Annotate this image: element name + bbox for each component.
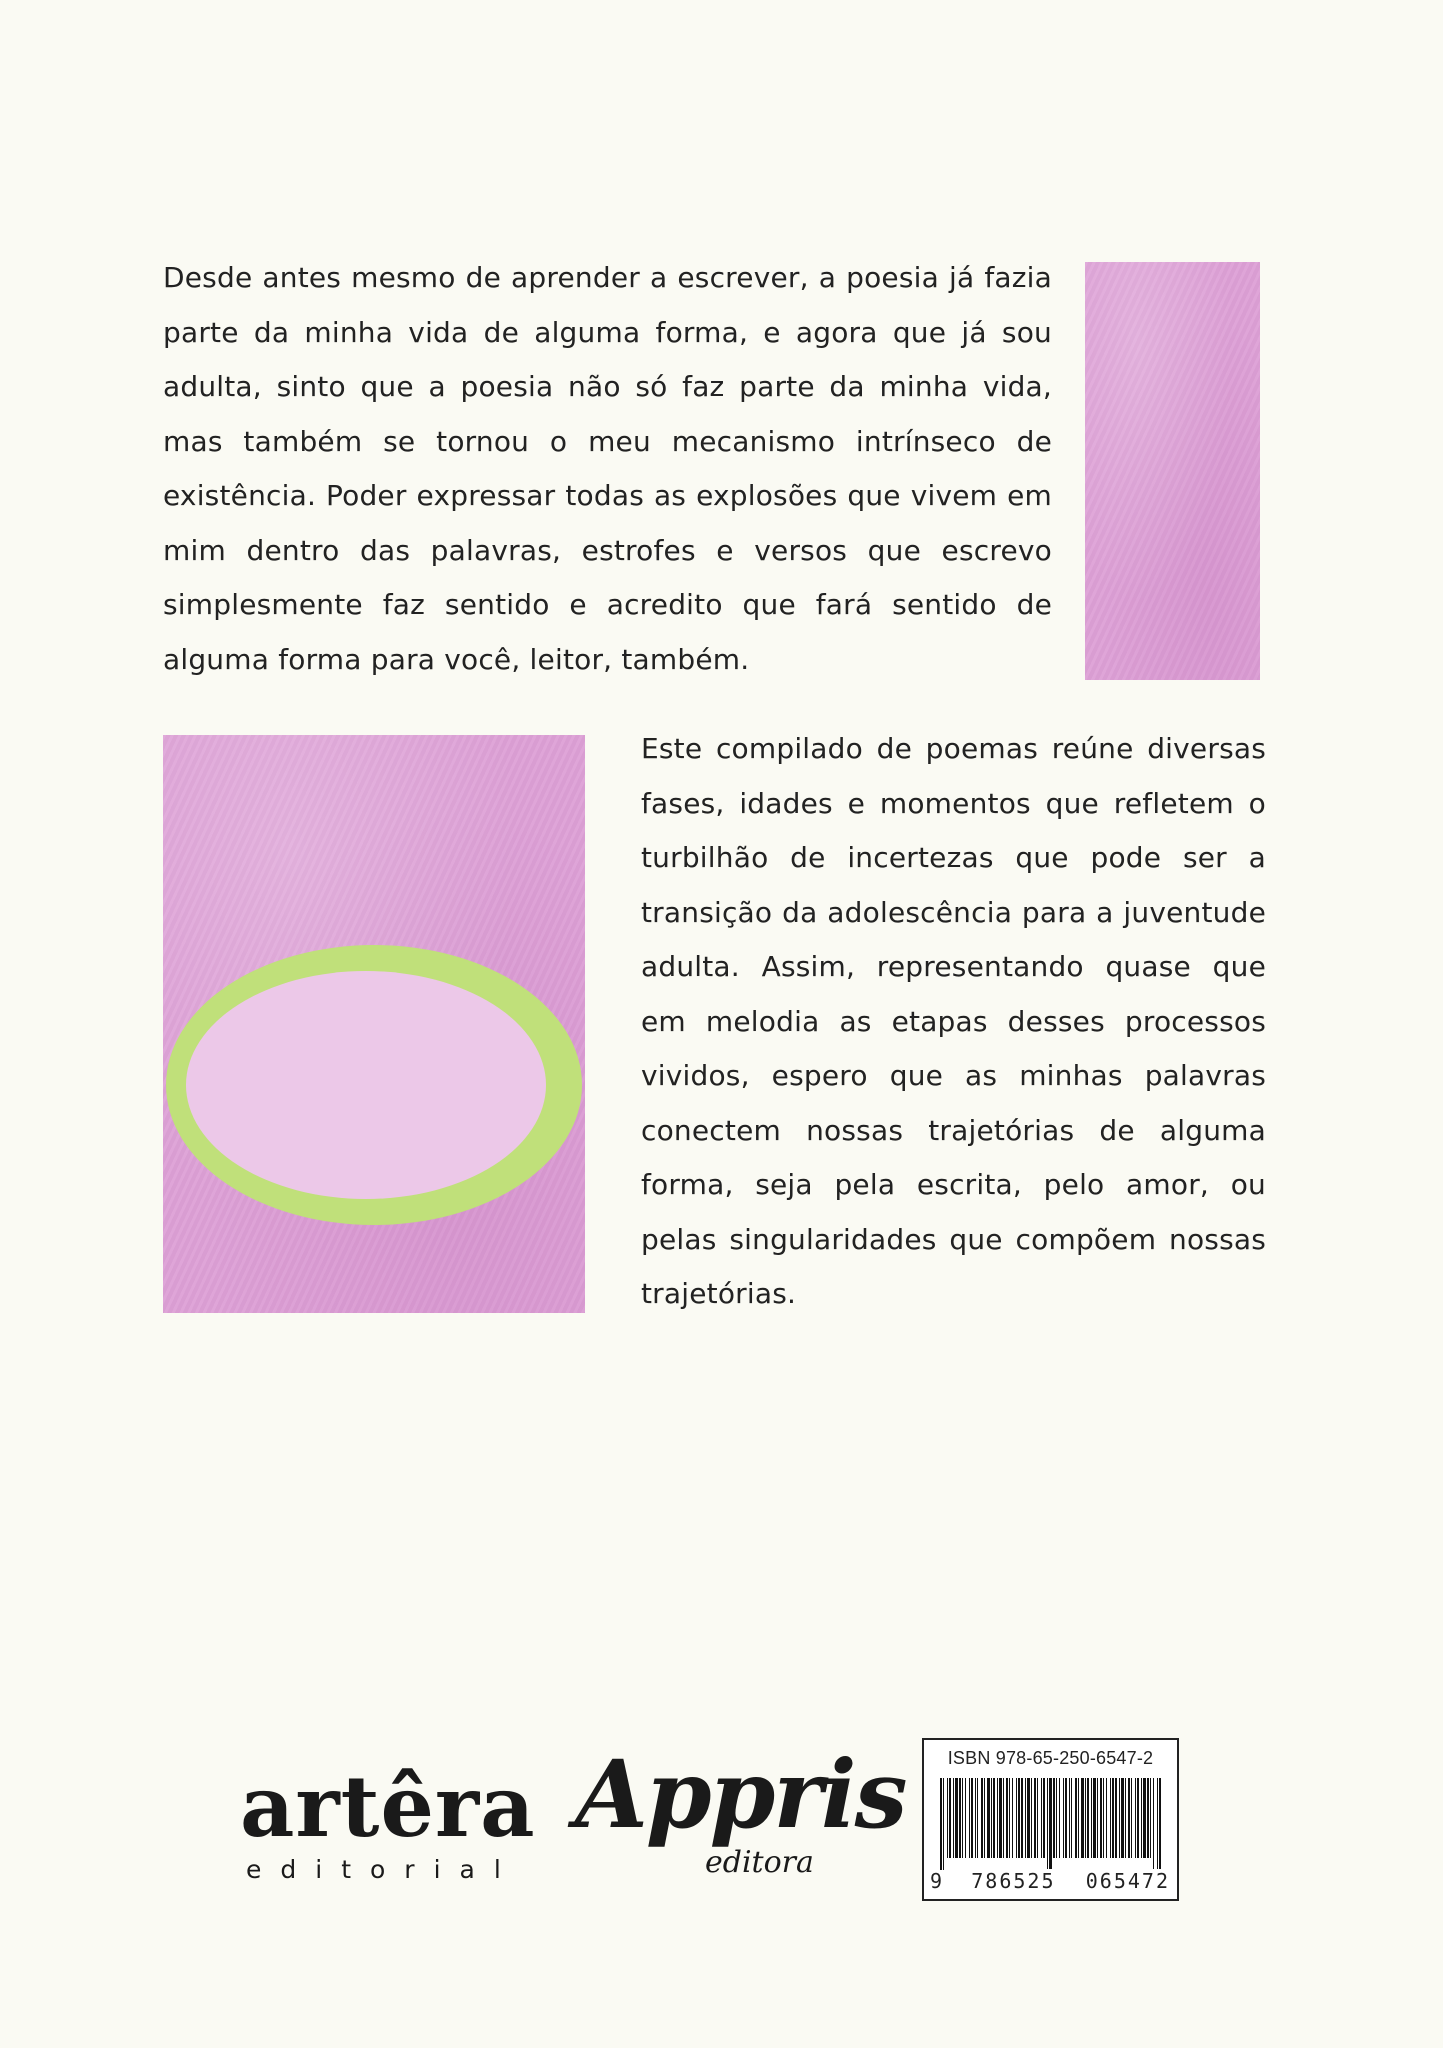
appris-logo-name: Appris (575, 1740, 906, 1850)
barcode-bar (1075, 1778, 1077, 1858)
barcode-bar (1110, 1778, 1111, 1858)
barcode-bar (1153, 1778, 1154, 1870)
barcode-bar (1159, 1778, 1161, 1870)
barcode-bar (1049, 1778, 1052, 1870)
description-paragraph: Este compilado de poemas reúne diversas fases, idades e momentos que refletem o turbilhão de incertezas que pode ser a transição da adolescência para a juventude adulta. Assim, representando quase que em melodia as etapas desses processos vividos, espero que as minhas palavras conectem nossas trajetórias de alguma forma, seja pela escrita, pelo amor, ou pelas singularidades que compõem nossas trajetórias. (641, 732, 1266, 1310)
barcode-bar (1141, 1778, 1142, 1858)
barcode-bar (1103, 1778, 1104, 1858)
barcode-bars (936, 1778, 1165, 1870)
barcode-bar (1106, 1778, 1107, 1858)
appris-editora-logo (575, 1740, 906, 1880)
barcode-bar (1085, 1778, 1086, 1858)
barcode-bar (981, 1778, 983, 1858)
barcode-bar (1091, 1778, 1092, 1858)
barcode-bar (1087, 1778, 1089, 1858)
barcode-bar (1093, 1778, 1096, 1858)
barcode-bar (947, 1778, 948, 1858)
barcode-bar (1063, 1778, 1064, 1858)
pink-artwork-with-green-ring (163, 735, 585, 1313)
barcode-bar (1047, 1778, 1048, 1870)
barcode-bar (1003, 1778, 1004, 1858)
isbn-label: ISBN 978-65-250-6547-2 (947, 1748, 1154, 1768)
barcode-bar (999, 1778, 1002, 1858)
barcode-bar (1150, 1778, 1151, 1858)
barcode-bar (993, 1778, 995, 1858)
barcode-bar (991, 1778, 992, 1858)
barcode-bar (975, 1778, 976, 1858)
barcode-bar (1071, 1778, 1072, 1858)
green-ring-illustration (163, 735, 585, 1313)
barcode-bar (1016, 1778, 1017, 1858)
barcode-bar (959, 1778, 961, 1858)
barcode-bar (1006, 1778, 1008, 1858)
barcode-bar (943, 1778, 944, 1870)
barcode-bar (1143, 1778, 1146, 1858)
barcode-bar (1128, 1778, 1130, 1858)
barcode-bar (1157, 1778, 1158, 1870)
barcode-bar (1078, 1778, 1079, 1858)
barcode-bar (949, 1778, 951, 1858)
barcode-bar (984, 1778, 985, 1858)
barcode-bar (1059, 1778, 1060, 1858)
barcode-bar (1027, 1778, 1030, 1858)
barcode-bar (965, 1778, 966, 1858)
barcode-bar (1021, 1778, 1023, 1858)
barcode-bar (1125, 1778, 1126, 1858)
appris-logo-subtitle: editora (705, 1845, 814, 1880)
barcode-bar (1100, 1778, 1102, 1858)
inner-oval (186, 971, 546, 1199)
barcode-bar (1131, 1778, 1132, 1858)
barcode-bar (1065, 1778, 1067, 1858)
barcode-bar (1056, 1778, 1057, 1858)
barcode-bar (1147, 1778, 1149, 1858)
barcode-bar (1115, 1778, 1117, 1858)
barcode-bar (962, 1778, 963, 1858)
barcode-bar (971, 1778, 973, 1858)
barcode-bar (997, 1778, 998, 1858)
barcode-bar (1025, 1778, 1026, 1858)
intro-paragraph: Desde antes mesmo de aprender a escrever, a poesia já fazia parte da minha vida de alguma forma, e agora que já sou adulta, sinto que a poesia não só faz parte da minha vida, mas também se tornou o meu mecanismo intrínseco de existência. Poder expressar todas as explosões que vivem em mim dentro das palavras, estrofes e versos que escrevo simplesmente faz sentido e acredito que fará sentido de alguma forma para você, leitor, também. (163, 261, 1052, 676)
pink-artwork-strip (1085, 262, 1260, 680)
barcode-bar (1034, 1778, 1036, 1858)
barcode-digit-first: 9 (930, 1869, 943, 1893)
barcode-bar (1135, 1778, 1136, 1858)
barcode-bar (977, 1778, 978, 1858)
barcode-bar (987, 1778, 990, 1858)
barcode-bar (1121, 1778, 1124, 1858)
barcode-bar (1041, 1778, 1042, 1858)
barcode-digit-group-1: 786525 (971, 1869, 1056, 1893)
barcode-bar (1137, 1778, 1139, 1858)
barcode-bar (1043, 1778, 1045, 1858)
barcode-bar (940, 1778, 942, 1870)
barcode-bar (1053, 1778, 1055, 1858)
barcode-bar (1009, 1778, 1010, 1858)
barcode-bar (1037, 1778, 1038, 1858)
barcode-digits (930, 1869, 1171, 1893)
artera-logo-name: artêra (240, 1757, 536, 1856)
barcode-digit-group-2: 065472 (1085, 1869, 1170, 1893)
artera-logo-subtitle: editorial (246, 1855, 520, 1884)
barcode-bar (1119, 1778, 1120, 1858)
barcode-bar (1097, 1778, 1098, 1858)
barcode-bar (1018, 1778, 1020, 1858)
barcode-bar (1031, 1778, 1032, 1858)
barcode-bar (955, 1778, 958, 1858)
barcode-bar (1069, 1778, 1070, 1858)
isbn-barcode (922, 1738, 1179, 1901)
barcode-bar (953, 1778, 954, 1858)
barcode-bar (969, 1778, 970, 1858)
barcode-bar (1012, 1778, 1013, 1858)
artera-editorial-logo (240, 1757, 536, 1884)
barcode-bar (1112, 1778, 1114, 1858)
barcode-bar (1081, 1778, 1084, 1858)
